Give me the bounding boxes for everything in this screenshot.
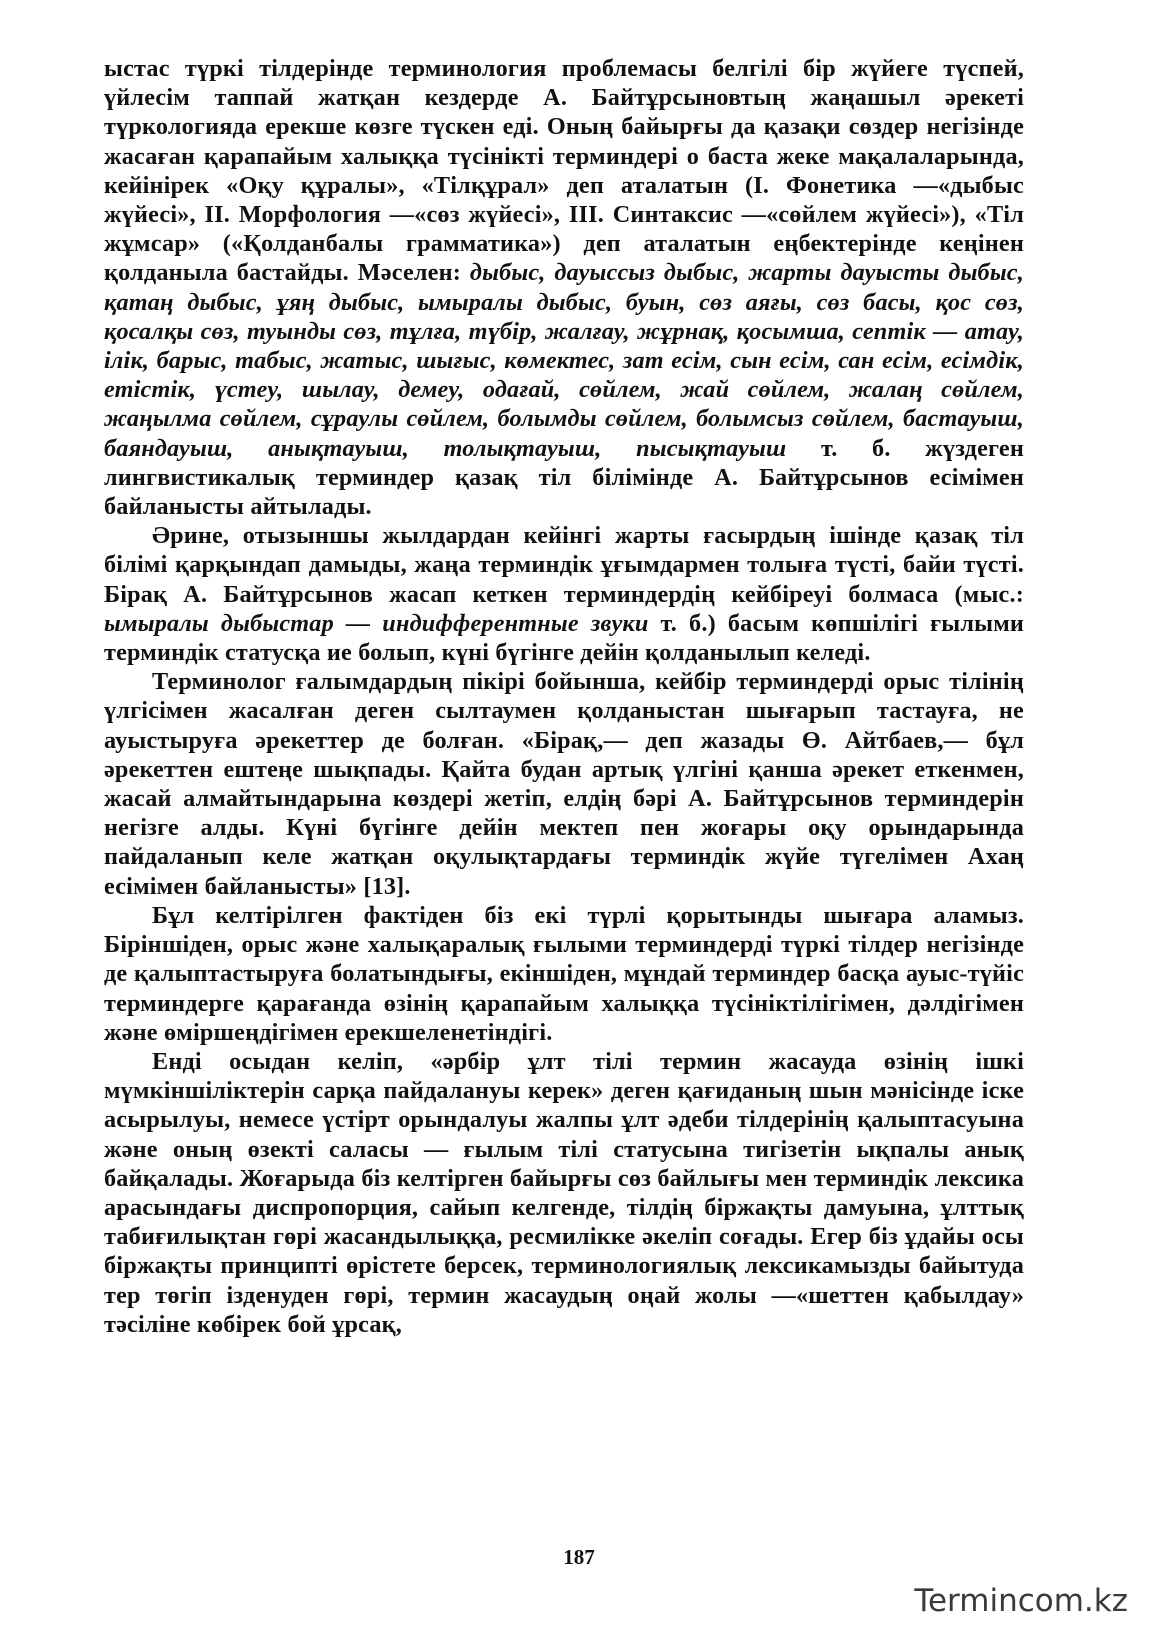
site-watermark[interactable]: Termincom.kz: [914, 1583, 1128, 1619]
paragraph-3: [104, 667, 1024, 901]
paragraph-2: [104, 521, 1024, 667]
paragraph-1-text-b: т. б. жүздеген лингвистикалық терминдер қазақ тіл білімінде А. Байтұрсынов есімімен байланысты айтылады.: [104, 434, 1024, 521]
page-number: 187: [563, 1545, 595, 1569]
paragraph-2-example-italic: ымыралы дыбыстар — индифферентные звуки: [104, 609, 649, 637]
document-body: [104, 54, 1024, 1339]
paragraph-2-text-a: Әрине, отызыншы жылдардан кейінгі жарты ғасырдың ішінде қазақ тіл білімі қарқындап дамыды, жаңа терминдік ұғымдармен толыға түсті, байи түсті. Бірақ А. Байтұрсынов жасап кеткен терминдердің кейбіреуі болмаса (мыс.:: [104, 522, 1024, 608]
paragraph-1-text-a: ыстас түркі тілдерінде терминология проблемасы белгілі бір жүйеге түспей, үйлесім таппай жатқан кездерде А. Байтұрсыновтың жаңашыл әрекеті түркологияда ерекше көзге түскен еді. Оның байырғы да қазақи сөздер негізінде жасаған қарапайым халыққа түсінікті терминдері о баста жеке мақалаларында, кейінірек «Оқу құралы», «Тілқұрал» деп аталатын (I. Фонетика —«дыбыс жүйесі», II. Морфология —«сөз жүйесі», III. Синтаксис —«сөйлем жүйесі»), «Тіл жұмсар» («Қолданбалы грамматика») деп аталатын еңбектерінде кеңінен қолданыла бастайды. Мәселен:: [104, 55, 1024, 287]
paragraph-3-text: Терминолог ғалымдардың пікірі бойынша, кейбір терминдерді орыс тілінің үлгісімен жасалған деген сылтаумен қолданыстан шығарып тастауға, не ауыстыруға әрекеттер де болған. «Бірақ,— деп жазады Ө. Айтбаев,— бұл әрекеттен ештеңе шықпады. Қайта будан артық үлгіні қанша әрекет еткенмен, жасай алмайтындарына көздері жетіп, елдің бәрі А. Байтұрсынов терминдерін негізге алды. Күні бүгінге дейін мектеп пен жоғары оқу орындарында пайдаланып келе жатқан оқулықтардағы терминдік жүйе түгелімен Ахаң есімімен байланысты» [13].: [104, 668, 1024, 900]
paragraph-4-text: Бұл келтірілген фактіден біз екі түрлі қорытынды шығара аламыз. Біріншіден, орыс және халықаралық ғылыми терминдерді түркі тілдер негізінде де қалыптастыруға болатындығы, екіншіден, мұндай терминдер басқа ауыс-түйіс терминдерге қарағанда өзінің қарапайым халыққа түсініктілігімен, дәлдігімен және өміршеңдігімен ерекшеленетіндігі.: [104, 901, 1024, 1046]
paragraph-5: [104, 1047, 1024, 1339]
paragraph-1: [104, 54, 1024, 521]
paragraph-5-text: Енді осыдан келіп, «әрбір ұлт тілі термин жасауда өзінің ішкі мүмкіншіліктерін сарқа пайдалануы керек» деген қағиданың шын мәнісінде іске асырылуы, немесе үстірт орындалуы жалпы ұлт әдеби тілдерінің қалыптасуына және оның өзекті саласы — ғылым тілі статусына тигізетін ықпалы анық байқалады. Жоғарыда біз келтірген байырғы сөз байлығы мен терминдік лексика арасындағы диспропорция, сайып келгенде, тілдің біржақты дамуына, ұлттық табиғилықтан гөрі жасандылыққа, ресмилікке әкеліп соғады. Егер біз ұдайы осы біржақты принципті өрістете берсек, терминологиялық лексикамызды байытуда тер төгіп ізденуден гөрі, термин жасаудың оңай жолы —«шеттен қабылдау» тәсіліне көбірек бой ұрсақ,: [104, 1047, 1024, 1338]
paragraph-2-text-b: т. б.) басым көпшілігі ғылыми терминдік статусқа ие болып, күні бүгінге дейін қолданылып келеді.: [104, 609, 1025, 667]
paragraph-4: [104, 901, 1024, 1047]
paragraph-1-terms-italic: дыбыс, дауыссыз дыбыс, жарты дауысты дыбыс, қатаң дыбыс, ұяң дыбыс, ымыралы дыбыс, буын, сөз аяғы, сөз басы, қос сөз, қосалқы сөз, туынды сөз, тұлға, түбір, жалғау, жұрнақ, қосымша, септік — атау, ілік, барыс, табыс, жатыс, шығыс, көмектес, зат есім, сын есім, сан есім, есімдік, етістік, үстеу, шылау, демеу, одағай, сөйлем, жай сөйлем, жалаң сөйлем, жаңылма сөйлем, сұраулы сөйлем, болымды сөйлем, болымсыз сөйлем, бастауыш, баяндауыш, анықтауыш, толықтауыш, пысықтауыш: [104, 259, 1024, 462]
